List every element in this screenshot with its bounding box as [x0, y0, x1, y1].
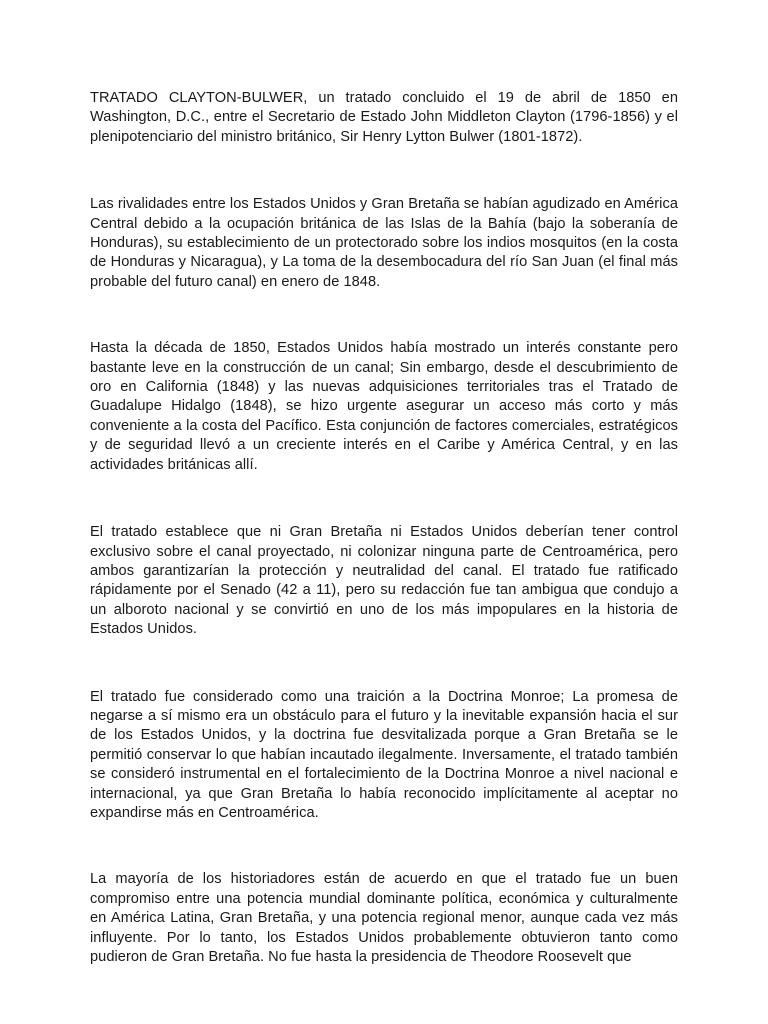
paragraph-6: La mayoría de los historiadores están de acuerdo en que el tratado fue un buen compromiso entre una potencia mundial dominante política, económica y culturalmente en América Latina, Gran Bretaña, y una potencia regional menor, aunque cada vez más influyente. Por lo tanto, los Estados Unidos probablemente obtuvieron tanto como pudieron de Gran Bretaña. No fue hasta la presidencia de Theodore Roosevelt que — [90, 871, 678, 965]
paragraph-2: Las rivalidades entre los Estados Unidos y Gran Bretaña se habían agudizado en América Central debido a la ocupación británica de las Islas de la Bahía (bajo la soberanía de Honduras), su establecimiento de un protectorado sobre los indios mosquitos (en la costa de Honduras y Nicaragua), y La toma de la desembocadura del río San Juan (el final más probable del futuro canal) en enero de 1848. — [90, 196, 678, 290]
paragraph-3: Hasta la década de 1850, Estados Unidos había mostrado un interés constante pero bastante leve en la construcción de un canal; Sin embargo, desde el descubrimiento de oro en California (1848) y las nuevas adquisiciones territoriales tras el Tratado de Guadalupe Hidalgo (1848), se hizo urgente asegurar un acceso más corto y más conveniente a la costa del Pacífico. Esta conjunción de factores comerciales, estratégicos y de seguridad llevó a un creciente interés en el Caribe y América Central, y en las actividades británicas allí. — [90, 340, 678, 473]
paragraph-5: El tratado fue considerado como una traición a la Doctrina Monroe; La promesa de negarse a sí mismo era un obstáculo para el futuro y la inevitable expansión hacia el sur de los Estados Unidos, y la doctrina fue desvitalizada porque a Gran Bretaña se le permitió conservar lo que habían incautado ilegalmente. Inversamente, el tratado también se consideró instrumental en el fortalecimiento de la Doctrina Monroe a nivel nacional e internacional, ya que Gran Bretaña lo había reconocido implícitamente al aceptar no expandirse más en Centroamérica. — [90, 688, 678, 821]
paragraph-1: TRATADO CLAYTON-BULWER, un tratado concluido el 19 de abril de 1850 en Washington, D.C., entre el Secretario de Estado John Middleton Clayton (1796-1856) y el plenipotenciario del ministro británico, Sir Henry Lytton Bulwer (1801-1872). — [90, 90, 678, 145]
paragraph-4: El tratado establece que ni Gran Bretaña ni Estados Unidos deberían tener control exclusivo sobre el canal proyectado, ni colonizar ninguna parte de Centroamérica, pero ambos garantizarían la protección y neutralidad del canal. El tratado fue ratificado rápidamente por el Senado (42 a 11), pero su redacción fue tan ambigua que condujo a un alboroto nacional y se convirtió en uno de los más impopulares en la historia de Estados Unidos. — [90, 524, 678, 638]
